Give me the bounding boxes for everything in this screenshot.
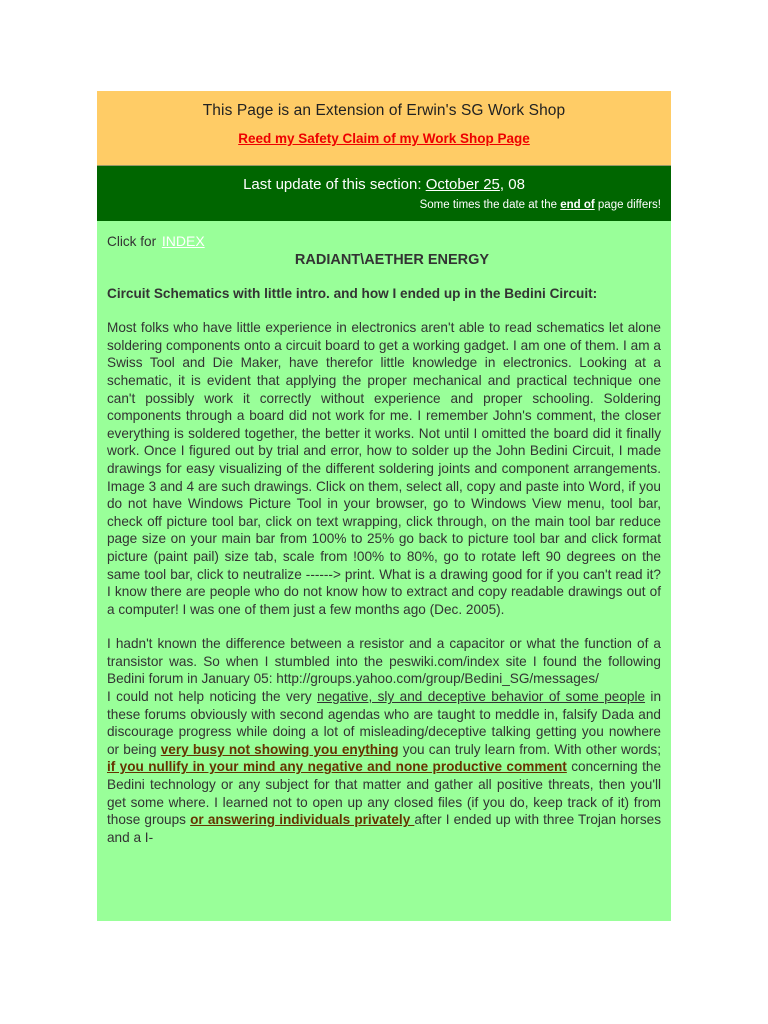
p3-emphasis-1: very busy not showing you enything xyxy=(160,741,399,757)
index-link[interactable]: INDEX xyxy=(161,233,205,249)
section-title: RADIANT\AETHER ENERGY xyxy=(294,252,490,268)
last-update-line xyxy=(97,166,671,193)
p3-text-e: after I ended up with three Trojan horses and a I- xyxy=(107,812,661,845)
forum-paragraph xyxy=(107,635,661,846)
click-for-label: Click for xyxy=(107,234,160,249)
content-area xyxy=(97,221,671,921)
p3-underlined-1: negative, sly and deceptive behavior of some people xyxy=(317,689,646,705)
update-banner xyxy=(97,166,671,221)
end-of-page-link[interactable]: end of xyxy=(560,199,595,211)
date-note-prefix: Some times the date at the xyxy=(419,199,561,211)
p3-emphasis-3: or answering individuals privately xyxy=(190,812,415,828)
forum-text: I hadn't known the difference between a resistor and a capacitor or what the function of a transistor was. So when I stumbled into the peswiki.com/index site I found the following Bedini forum in January 05: http://groups.yahoo.com/group/Bedini_SG/messages/ xyxy=(107,636,661,687)
intro-paragraph: Most folks who have little experience in electronics aren't able to read schematics let alone soldering components onto a circuit board to get a working gadget. I am one of them. I am a Swiss Tool and Die Maker, have therefor little knowledge in electronics. Looking at a schematic, it is evident that applying the proper mechanical and practical technique one can't possibly work it correctly without experience and proper schooling. Soldering components through a board did not work for me. I remember John's comment, the closer everything is soldered together, the better it works. Not until I omitted the board did it finally work. Once I figured out by trial and error, how to solder up the John Bedini Circuit, I made drawings for easy visualizing of the different soldering joints and component arrangements. Image 3 and 4 are such drawings. Click on them, select all, copy and paste into Word, if you do not have Windows Picture Tool in your browser, go to Windows View menu, tool bar, check off picture tool bar, click on text wrapping, click through, on the main tool bar reduce page size on your main bar from 100% to 25% go back to picture tool bar and click format picture (paint pail) size tab, scale from !00% to 80%, go to rotate left 90 degrees on the same tool bar, click to neutralize ------> print. What is a drawing good for if you can't read it? I know there are people who do not know how to extract and copy readable drawings out of a computer! I was one of them just a few months ago (Dec. 2005). xyxy=(107,320,661,617)
update-date: October 25 xyxy=(425,176,500,193)
safety-claim-link[interactable]: Reed my Safety Claim of my Work Shop Page xyxy=(238,131,530,146)
p3-emphasis-2: if you nullify in your mind any negative and none productive comment xyxy=(107,759,567,775)
p3-text-c: you can truly learn from. With other words; xyxy=(398,741,661,757)
date-note-suffix: page differs! xyxy=(594,199,661,211)
date-note xyxy=(420,199,661,211)
update-year: , 08 xyxy=(499,176,525,193)
page-container xyxy=(97,91,671,921)
page-title: This Page is an Extension of Erwin's SG Work Shop xyxy=(202,102,566,119)
header-banner xyxy=(97,91,671,166)
p3-text-a: I could not help noticing the very xyxy=(107,689,318,705)
update-prefix: Last update of this section: xyxy=(243,176,426,193)
p3-text-d: concerning the Bedini technology or any subject for that matter and gather all positive threats, then you'll get some where. I learned not to open up any closed files (if you do, keep track of it) from those groups xyxy=(107,759,662,828)
index-row xyxy=(107,221,661,252)
p3-text-b: in these forums obviously with second agendas who are taught to meddle in, falsify Dada and discourage progress while doing a lot of misleading/deceptive talking getting you nowhere or being xyxy=(107,689,662,757)
section-subheading: Circuit Schematics with little intro. and how I ended up in the Bedini Circuit: xyxy=(107,285,598,301)
